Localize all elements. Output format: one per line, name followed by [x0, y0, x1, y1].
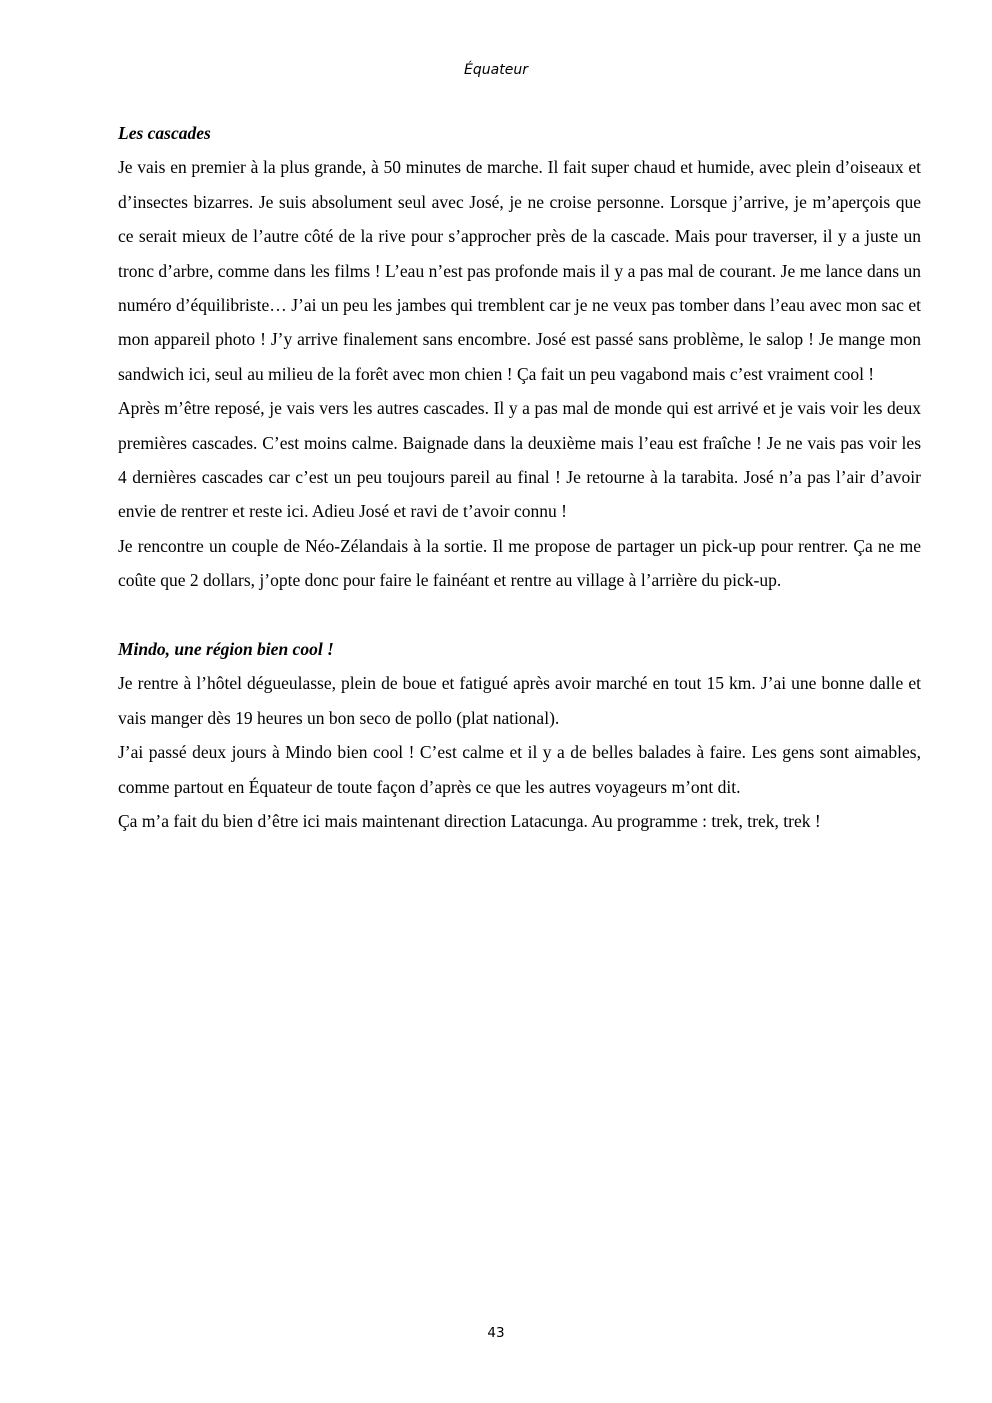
running-header: Équateur — [464, 62, 528, 78]
section-title: Les cascades — [118, 123, 211, 143]
paragraph: Ça m’a fait du bien d’être ici mais maintenant direction Latacunga. Au programme : trek, trek, trek ! — [118, 811, 821, 832]
paragraph: Après m’être reposé, je vais vers les autres cascades. Il y a pas mal de monde qui est arrivé et je vais voir les deux premières cascades. C’est moins calme. Baignade dans la deuxième mais l’eau est fraîche ! Je ne vais pas voir les 4 dernières cascades car c’est un peu toujours pareil au final ! Je retourne à la tarabita. José n’a pas l’air d’avoir envie de rentrer et reste ici. Adieu José et ravi de t’avoir connu ! — [118, 398, 921, 522]
section-title: Mindo, une région bien cool ! — [118, 639, 334, 660]
paragraph: Je vais en premier à la plus grande, à 50 minutes de marche. Il fait super chaud et humide, avec plein d’oiseaux et d’insectes bizarres. Je suis absolument seul avec José, je ne croise personne. Lorsque j’arrive, je m’aperçois que ce serait mieux de l’autre côté de la rive pour s’approcher près de la cascade. Mais pour traverser, il y a juste un tronc d’arbre, comme dans les films ! L’eau n’est pas profonde mais il y a pas mal de courant. Je me lance dans un numéro d’équilibriste… J’ai un peu les jambes qui tremblent car je ne veux pas tomber dans l’eau avec mon sac et mon appareil photo ! J’y arrive finalement sans encombre. José est passé sans problème, le salop ! Je mange mon sandwich ici, seul au milieu de la forêt avec mon chien ! Ça fait un peu vagabond mais c’est vraiment cool ! — [118, 157, 921, 384]
paragraph: Je rentre à l’hôtel dégueulasse, plein de boue et fatigué après avoir marché en tout 15 km. J’ai une bonne dalle et vais manger dès 19 heures un bon seco de pollo (plat national). — [118, 673, 921, 728]
paragraph: Je rencontre un couple de Néo-Zélandais à la sortie. Il me propose de partager un pick-up pour rentrer. Ça ne me coûte que 2 dollars, j’opte donc pour faire le fainéant et rentre au village à l’arrière du pick-up. — [118, 535, 921, 591]
section-les-cascades — [118, 116, 921, 598]
section-mindo — [118, 632, 921, 838]
page-body — [118, 116, 921, 839]
page-number: 43 — [487, 1325, 505, 1341]
paragraph: J’ai passé deux jours à Mindo bien cool ! C’est calme et il y a de belles balades à faire. Les gens sont aimables, comme partout en Équateur de toute façon d’après ce que les autres voyageurs m’ont dit. — [118, 742, 921, 797]
section-spacer — [118, 598, 921, 632]
